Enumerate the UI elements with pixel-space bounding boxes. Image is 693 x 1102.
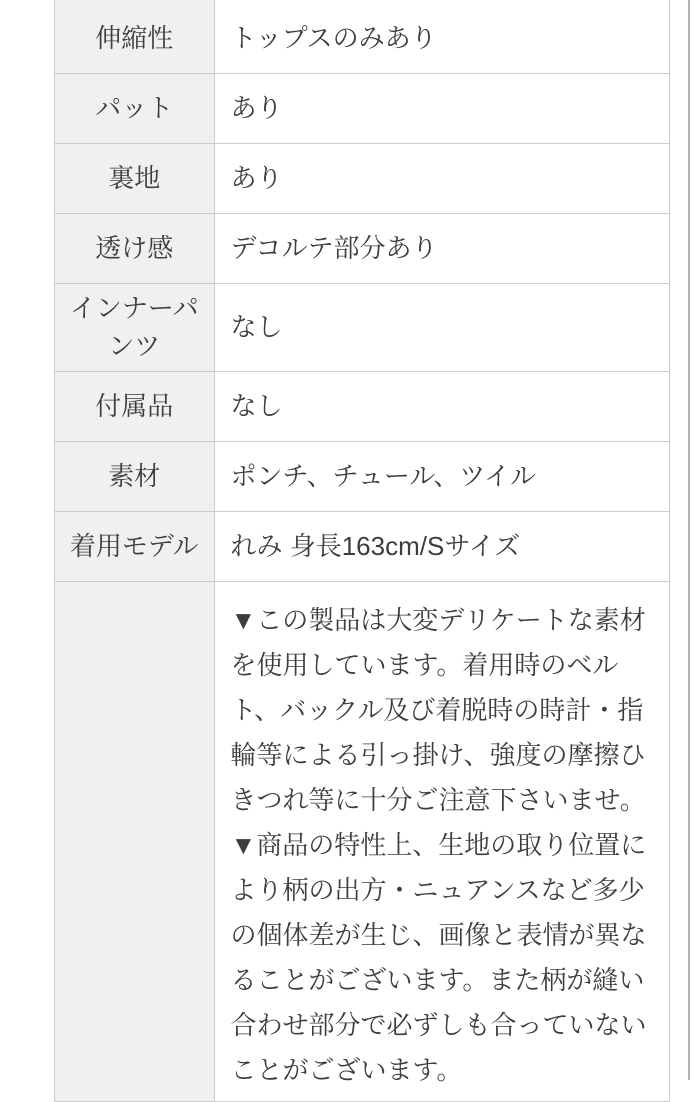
spec-value-cell: れみ 身長163cm/Sサイズ: [230, 531, 521, 562]
spec-label-cell: インナーパンツ: [55, 284, 215, 371]
table-row: [55, 442, 669, 512]
spec-label-cell: 透け感: [55, 214, 215, 283]
spec-value-cell: ▼この製品は大変デリケートな素材を使用しています。着用時のベルト、バックル及び着脱時の時計・指輪等による引っ掛け、強度の摩擦ひきつれ等に十分ご注意下さいませ。▼商品の特性上、生地の取り位置により柄の出方・ニュアンスなど多少の個体差が生じ、画像と表情が異なることがございます。また柄が縫い合わせ部分で必ずしも合っていないことがございます。: [230, 605, 647, 1086]
spec-value-cell: あり: [230, 162, 283, 193]
spec-value-cell: デコルテ部分あり: [230, 232, 438, 263]
table-row: [55, 372, 669, 442]
screen-edge-line: [688, 0, 690, 1080]
table-row: [55, 284, 669, 372]
spec-value-cell: あり: [230, 92, 283, 123]
table-row: [55, 582, 669, 1102]
spec-value-cell: なし: [230, 391, 283, 422]
spec-label-cell: 伸縮性: [55, 4, 215, 73]
spec-label-cell: 着用モデル: [55, 512, 215, 581]
table-row: [55, 144, 669, 214]
spec-value-cell: ポンチ、チュール、ツイル: [230, 461, 537, 492]
table-row: [55, 512, 669, 582]
spec-label-cell: 素材: [55, 442, 215, 511]
table-row: [55, 74, 669, 144]
spec-label-cell: [55, 582, 215, 1101]
table-row: [55, 4, 669, 74]
spec-label-cell: 付属品: [55, 372, 215, 441]
spec-label-cell: パット: [55, 74, 215, 143]
spec-table: [54, 0, 670, 1102]
table-row: [55, 214, 669, 284]
spec-value-cell: なし: [230, 311, 283, 342]
spec-value-cell: トップスのみあり: [230, 22, 437, 53]
spec-label-cell: 裏地: [55, 144, 215, 213]
